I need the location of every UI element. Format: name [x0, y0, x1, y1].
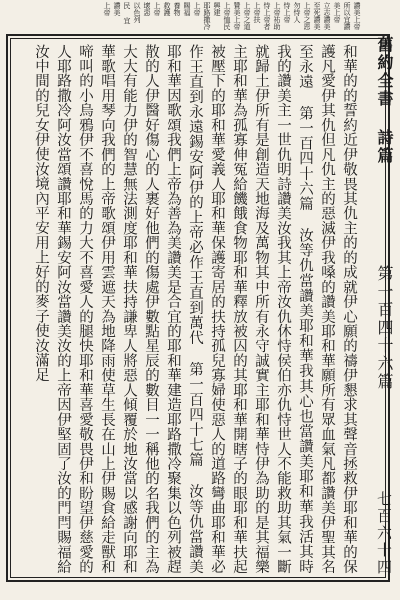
toc-item: 恃上帝 — [283, 2, 291, 23]
chapter-label: 第一百四十六篇 — [375, 265, 394, 391]
toc-item: 養物 — [173, 2, 181, 16]
toc-item: 至死讚美上帝之恩 — [303, 2, 321, 30]
toc-item: 賜福 — [183, 2, 191, 16]
paragraph: 第一百四十七篇 汝等仇當讚美耶和華因歌頌我們上帝為善為美讚美是合宜的耶和華建造耶路撒冷聚集以色列被趕散的人伊醫好傷心的人裹好他們的傷處伊數點星辰的數目一一稱他的名我們的主為大大有能力伊的智慧無法測度耶和華扶持謙卑人將惡人傾覆於地汝當以感謝向耶和華歌唱用琴向我們的上帝歌頌伊用雲遮天為地降雨使草生長在山上伊賜食給走獸和啼叫的小烏鴉伊不喜悅馬的力大不喜愛人的腿快耶和華喜愛敬畏伊和盼望伊慈愛的人耶路撒冷阿汝當頌讚耶和華錫安阿汝當讚美汝的上帝因伊堅固了汝的門閂賜福給汝中間的兒女伊使汝境內平安用上好的麥子使汝滿足 — [33, 44, 203, 574]
toc-item: 耶路撒冷 — [203, 2, 211, 30]
toc-item: 壞惡 — [143, 2, 151, 16]
toc-item: 勿恃人 — [293, 2, 301, 23]
toc-item: 讚美 — [113, 2, 121, 16]
toc-item: 上帝扶 — [253, 2, 261, 23]
page-number: 七百六十四 — [375, 491, 393, 576]
toc-item: 民 — [123, 2, 131, 9]
scripture-text — [14, 44, 360, 574]
toc-item: 上帝恤民 — [223, 2, 231, 30]
book-title: 舊約全書 詩篇 — [375, 36, 394, 165]
paragraph: 第一百四十六篇 汝等仇當讚美耶和華我其心也當讚美耶和華我活其時我的讚美主一世仇明詩讚美汝我其上帝汝仇休恃侯伯亦仇恃世人不能救助其氣一斷就歸土伊所有是創造天地海及萬物其中所有永守誠實主耶和華恃伊為助的是其福樂主耶和華為孤寡伸冤給饑餓食物耶和華釋放被囚的其耶和華開瞎子的眼耶和華扶起被壓下的耶和華愛義人耶和華保護寄居的扶持孤兒寡婦使惡人的道路彎曲耶和華必作王直到永遠錫安阿伊的上帝必作王直到萬代 — [187, 44, 313, 574]
toc-item: 宜 — [123, 17, 131, 24]
toc-item: 恃上帝者 — [263, 2, 271, 30]
toc-item: 上帝 — [103, 2, 111, 16]
toc-item: 上帝 — [153, 2, 161, 16]
toc-item: 上帝之道 — [243, 2, 251, 30]
table-of-contents — [12, 2, 362, 32]
toc-item: 上帝 — [193, 2, 201, 16]
toc-item: 興建 — [213, 2, 221, 16]
toc-item: 以色列 — [133, 2, 141, 23]
toc-item: 救護 — [163, 2, 171, 16]
paragraph: 和華的的誓約近伊敬畏其仇主的的成就伊心願的禱伊懇求其聲音拯救伊耶和華的保護凡愛伊其仇但凡仇主的惡滅伊我嗓的讚美耶和華願所有眾血氣凡都讚美伊聖其名至永遠 — [297, 44, 357, 574]
toc-item: 上帝祐助 — [273, 2, 281, 30]
toc-item: 立志讚美 — [323, 2, 331, 30]
toc-item: 贊美上帝 — [233, 2, 241, 30]
toc-item: 讚美上帝所以宜讚美上帝 — [333, 2, 361, 30]
running-header — [372, 36, 396, 576]
